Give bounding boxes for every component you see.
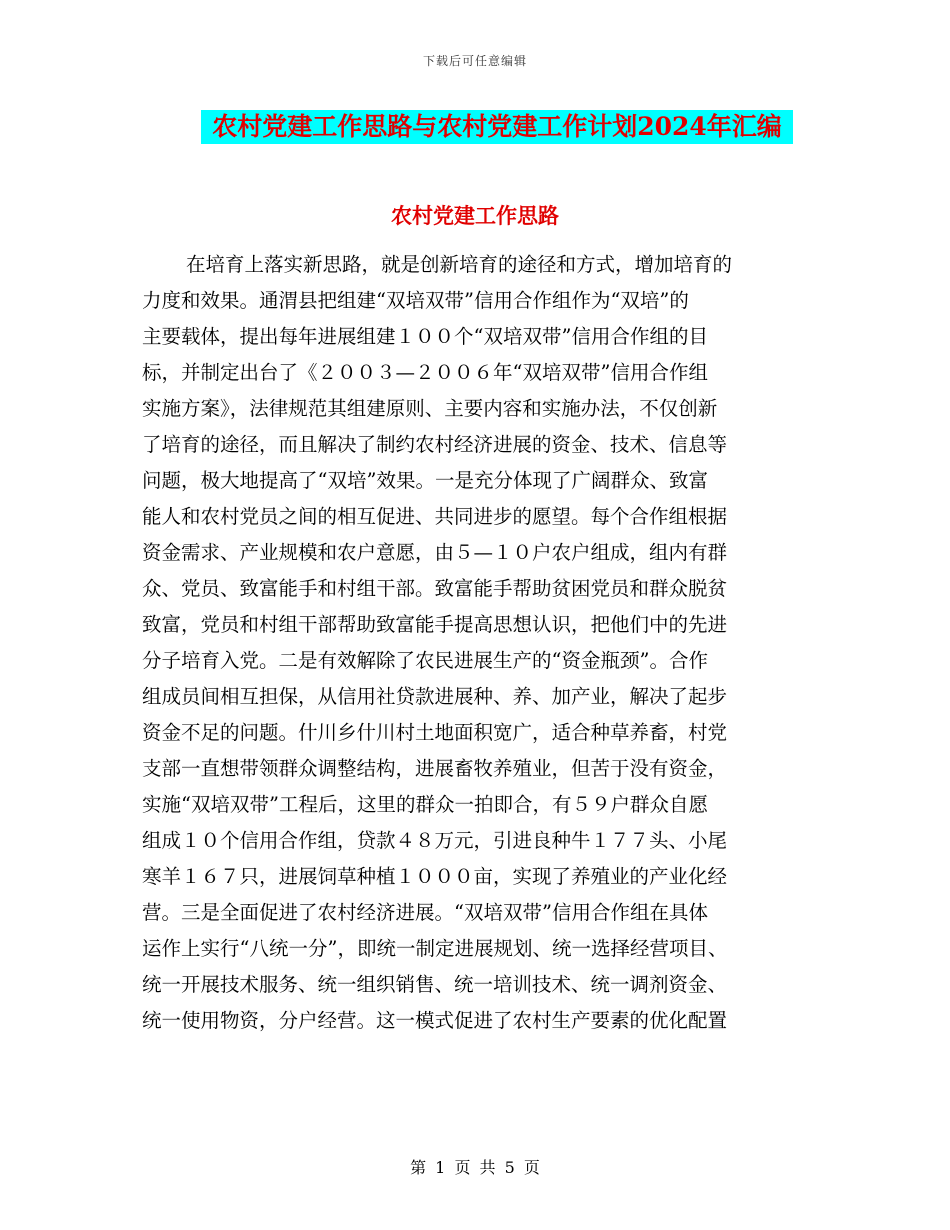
text-line: 营。三是全面促进了农村经济进展。“双培双带”信用合作组在具体 — [142, 901, 708, 924]
page-number: 第 1 页 共 5 页 — [410, 1158, 540, 1177]
text-line: 众、党员、致富能手和村组干部。致富能手帮助贫困党员和群众脱贫 — [142, 577, 728, 600]
text-line: 能人和农村党员之间的相互促进、共同进步的愿望。每个合作组根据 — [142, 505, 728, 528]
text-line: 分子培育入党。二是有效解除了农民进展生产的“资金瓶颈”。合作 — [142, 649, 708, 672]
section-title: 农村党建工作思路 — [391, 203, 559, 228]
text-line: 问题，极大地提高了“双培”效果。一是充分体现了广阔群众、致富 — [142, 469, 708, 492]
text-line: 实施“双培双带”工程后，这里的群众一拍即合，有５９户群众自愿 — [142, 793, 708, 816]
text-line: 资金需求、产业规模和农户意愿，由５—１０户农户组成，组内有群 — [142, 541, 728, 564]
text-line: 标，并制定出台了《２００３—２００６年“双培双带”信用合作组 — [142, 361, 708, 384]
text-line: 了培育的途径，而且解决了制约农村经济进展的资金、技术、信息等 — [142, 433, 728, 456]
text-line: 在培育上落实新思路，就是创新培育的途径和方式，增加培育的 — [186, 253, 733, 276]
text-line: 运作上实行“八统一分”，即统一制定进展规划、统一选择经营项目、 — [142, 937, 728, 960]
text-line: 组成１０个信用合作组，贷款４８万元，引进良种牛１７７头、小尾 — [142, 829, 728, 852]
text-line: 致富，党员和村组干部帮助致富能手提高思想认识，把他们中的先进 — [142, 613, 728, 636]
text-line: 寒羊１６７只，进展饲草种植１０００亩，实现了养殖业的产业化经 — [142, 865, 728, 888]
document-title: 农村党建工作思路与农村党建工作计划2024年汇编 — [201, 110, 793, 144]
text-line: 实施方案》，法律规范其组建原则、主要内容和实施办法，不仅创新 — [142, 397, 718, 420]
text-line: 力度和效果。通渭县把组建“双培双带”信用合作组作为“双培”的 — [142, 289, 689, 312]
text-line: 组成员间相互担保，从信用社贷款进展种、养、加产业，解决了起步 — [142, 685, 728, 708]
text-line: 支部一直想带领群众调整结构，进展畜牧养殖业，但苦于没有资金， — [142, 757, 728, 780]
text-line: 统一使用物资，分户经营。这一模式促进了农村生产要素的优化配置 — [142, 1009, 728, 1032]
text-line: 统一开展技术服务、统一组织销售、统一培训技术、统一调剂资金、 — [142, 973, 728, 996]
text-line: 主要载体，提出每年进展组建１００个“双培双带”信用合作组的目 — [142, 325, 708, 348]
body-paragraph — [142, 247, 802, 1039]
header-note: 下载后可任意编辑 — [422, 54, 527, 68]
text-line: 资金不足的问题。什川乡什川村土地面积宽广，适合种草养畜，村党 — [142, 721, 728, 744]
